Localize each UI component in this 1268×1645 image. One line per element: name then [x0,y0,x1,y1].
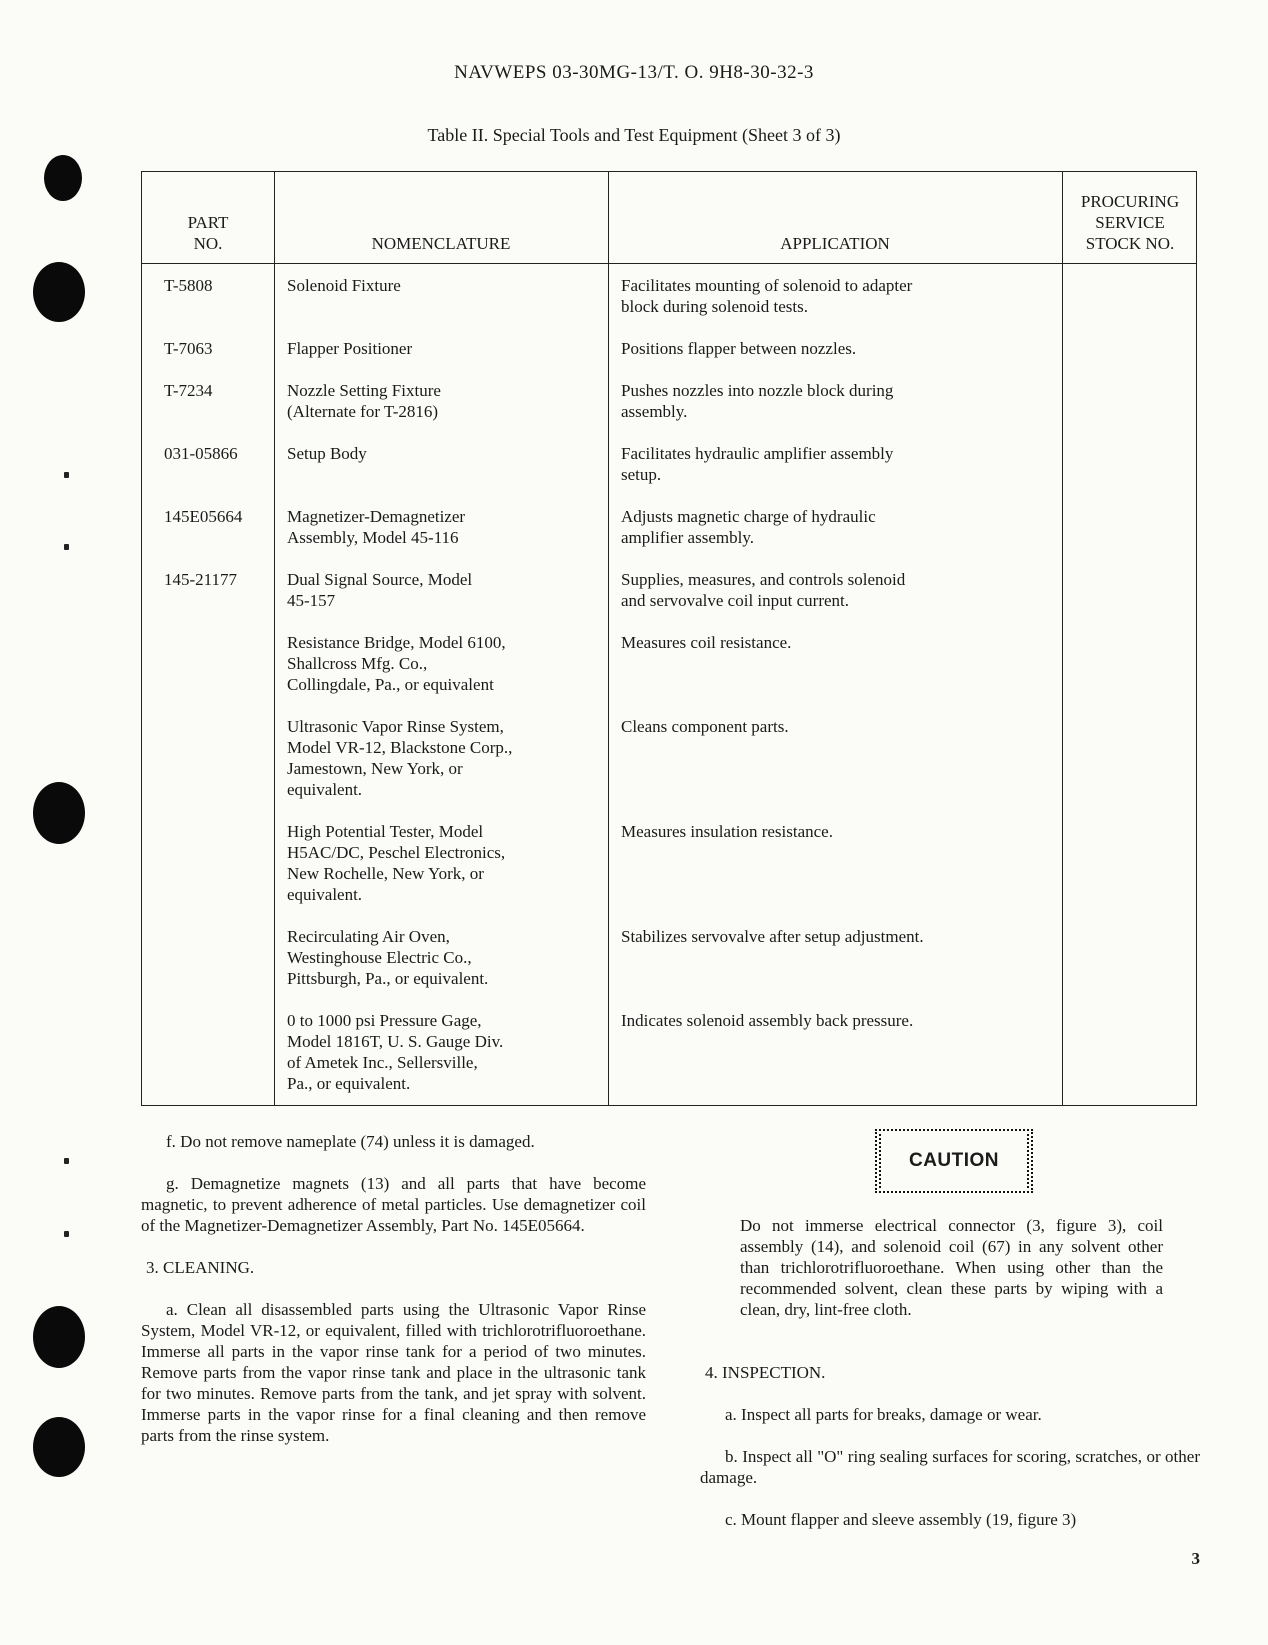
application: Indicates solenoid assembly back pressure. [621,1011,914,1030]
binder-mark [64,544,69,550]
column-divider [1062,172,1063,1105]
application: Pushes nozzles into nozzle block during assembly. [621,381,894,421]
column-header-stock: PROCURING SERVICE STOCK NO. [1080,192,1180,253]
nomenclature: High Potential Tester, Model H5AC/DC, Peschel Electronics, New Rochelle, New York, or equivalent. [287,822,506,904]
section-heading-cleaning: 3. CLEANING. [146,1258,255,1277]
right-column [700,1362,1200,1551]
nomenclature: Dual Signal Source, Model 45-157 [287,570,473,610]
column-divider [608,172,609,1105]
punch-hole [33,262,85,322]
application: Supplies, measures, and controls solenoid and servovalve coil input current. [621,570,906,610]
nomenclature: Ultrasonic Vapor Rinse System, Model VR-12, Blackstone Corp., Jamestown, New York, or equivalent. [287,717,513,799]
nomenclature: Solenoid Fixture [287,276,401,295]
nomenclature: Recirculating Air Oven, Westinghouse Electric Co., Pittsburgh, Pa., or equivalent. [287,927,489,988]
paragraph-4c: c. Mount flapper and sleeve assembly (19, figure 3) [725,1510,1077,1529]
part-number: T-7234 [164,381,213,400]
column-header-nomenclature: NOMENCLATURE [371,234,511,253]
application: Positions flapper between nozzles. [621,339,857,358]
left-column [141,1131,646,1467]
binder-mark [64,1231,69,1237]
paragraph-g: g. Demagnetize magnets (13) and all parts that have become magnetic, to prevent adherence of metal particles. Use demagnetizer coil of the Magnetizer-Demagnetizer Assembly, Part No. 145E05664. [141,1174,646,1235]
punch-hole [33,1306,85,1368]
column-header-part: PART NO. [187,213,229,253]
document-header: NAVWEPS 03-30MG-13/T. O. 9H8-30-32-3 [454,62,814,83]
section-heading-inspection: 4. INSPECTION. [705,1363,826,1382]
nomenclature: Flapper Positioner [287,339,413,358]
application: Measures insulation resistance. [621,822,833,841]
caution-box [875,1129,1033,1193]
punch-hole [33,1417,85,1477]
header-divider [142,263,1196,264]
part-number: T-5808 [164,276,213,295]
nomenclature: 0 to 1000 psi Pressure Gage, Model 1816T, U. S. Gauge Div. of Ametek Inc., Sellersville, Pa., or equivalent. [287,1011,504,1093]
nomenclature: Resistance Bridge, Model 6100, Shallcross Mfg. Co., Collingdale, Pa., or equivalent [287,633,506,694]
caution-label: CAUTION [879,1134,1029,1188]
special-tools-table [141,171,1197,1106]
paragraph-4a: a. Inspect all parts for breaks, damage or wear. [725,1405,1042,1424]
paragraph-3a: a. Clean all disassembled parts using the Ultrasonic Vapor Rinse System, Model VR-12, or equivalent, filled with trichlorotrifluoroethane. Immerse all parts in the vapor rinse tank for a period of two minutes. Remove parts from the vapor rinse tank and place in the ultrasonic tank for two minutes. Remove parts from the tank, and jet spray with solvent. Immerse parts in the vapor rinse for a final cleaning and then remove parts from the rinse system. [141,1300,646,1445]
application: Measures coil resistance. [621,633,792,652]
part-number: 031-05866 [164,444,238,463]
column-header-application: APPLICATION [780,234,890,253]
application: Stabilizes servovalve after setup adjustment. [621,927,924,946]
binder-mark [64,1158,69,1164]
nomenclature: Nozzle Setting Fixture (Alternate for T-2816) [287,381,441,421]
caution-text [740,1215,1163,1341]
nomenclature: Setup Body [287,444,367,463]
punch-hole [33,782,85,844]
application: Adjusts magnetic charge of hydraulic amplifier assembly. [621,507,876,547]
nomenclature: Magnetizer-Demagnetizer Assembly, Model 45-116 [287,507,466,547]
paragraph-f: f. Do not remove nameplate (74) unless it is damaged. [166,1132,535,1151]
paragraph-4b: b. Inspect all "O" ring sealing surfaces for scoring, scratches, or other damage. [700,1447,1200,1487]
caution-paragraph: Do not immerse electrical connector (3, figure 3), coil assembly (14), and solenoid coil (67) in any solvent other than trichlorotrifluoroethane. When using other than the recommended solvent, clean these parts by wiping with a clean, dry, lint-free cloth. [740,1216,1163,1319]
part-number: 145E05664 [164,507,243,526]
application: Facilitates hydraulic amplifier assembly setup. [621,444,894,484]
part-number: 145-21177 [164,570,238,589]
punch-hole [44,155,82,201]
table-title: Table II. Special Tools and Test Equipment (Sheet 3 of 3) [427,125,841,145]
binder-mark [64,472,69,478]
page-number: 3 [1191,1549,1200,1568]
application: Cleans component parts. [621,717,789,736]
application: Facilitates mounting of solenoid to adapter block during solenoid tests. [621,276,913,316]
part-number: T-7063 [164,339,213,358]
column-divider [274,172,275,1105]
